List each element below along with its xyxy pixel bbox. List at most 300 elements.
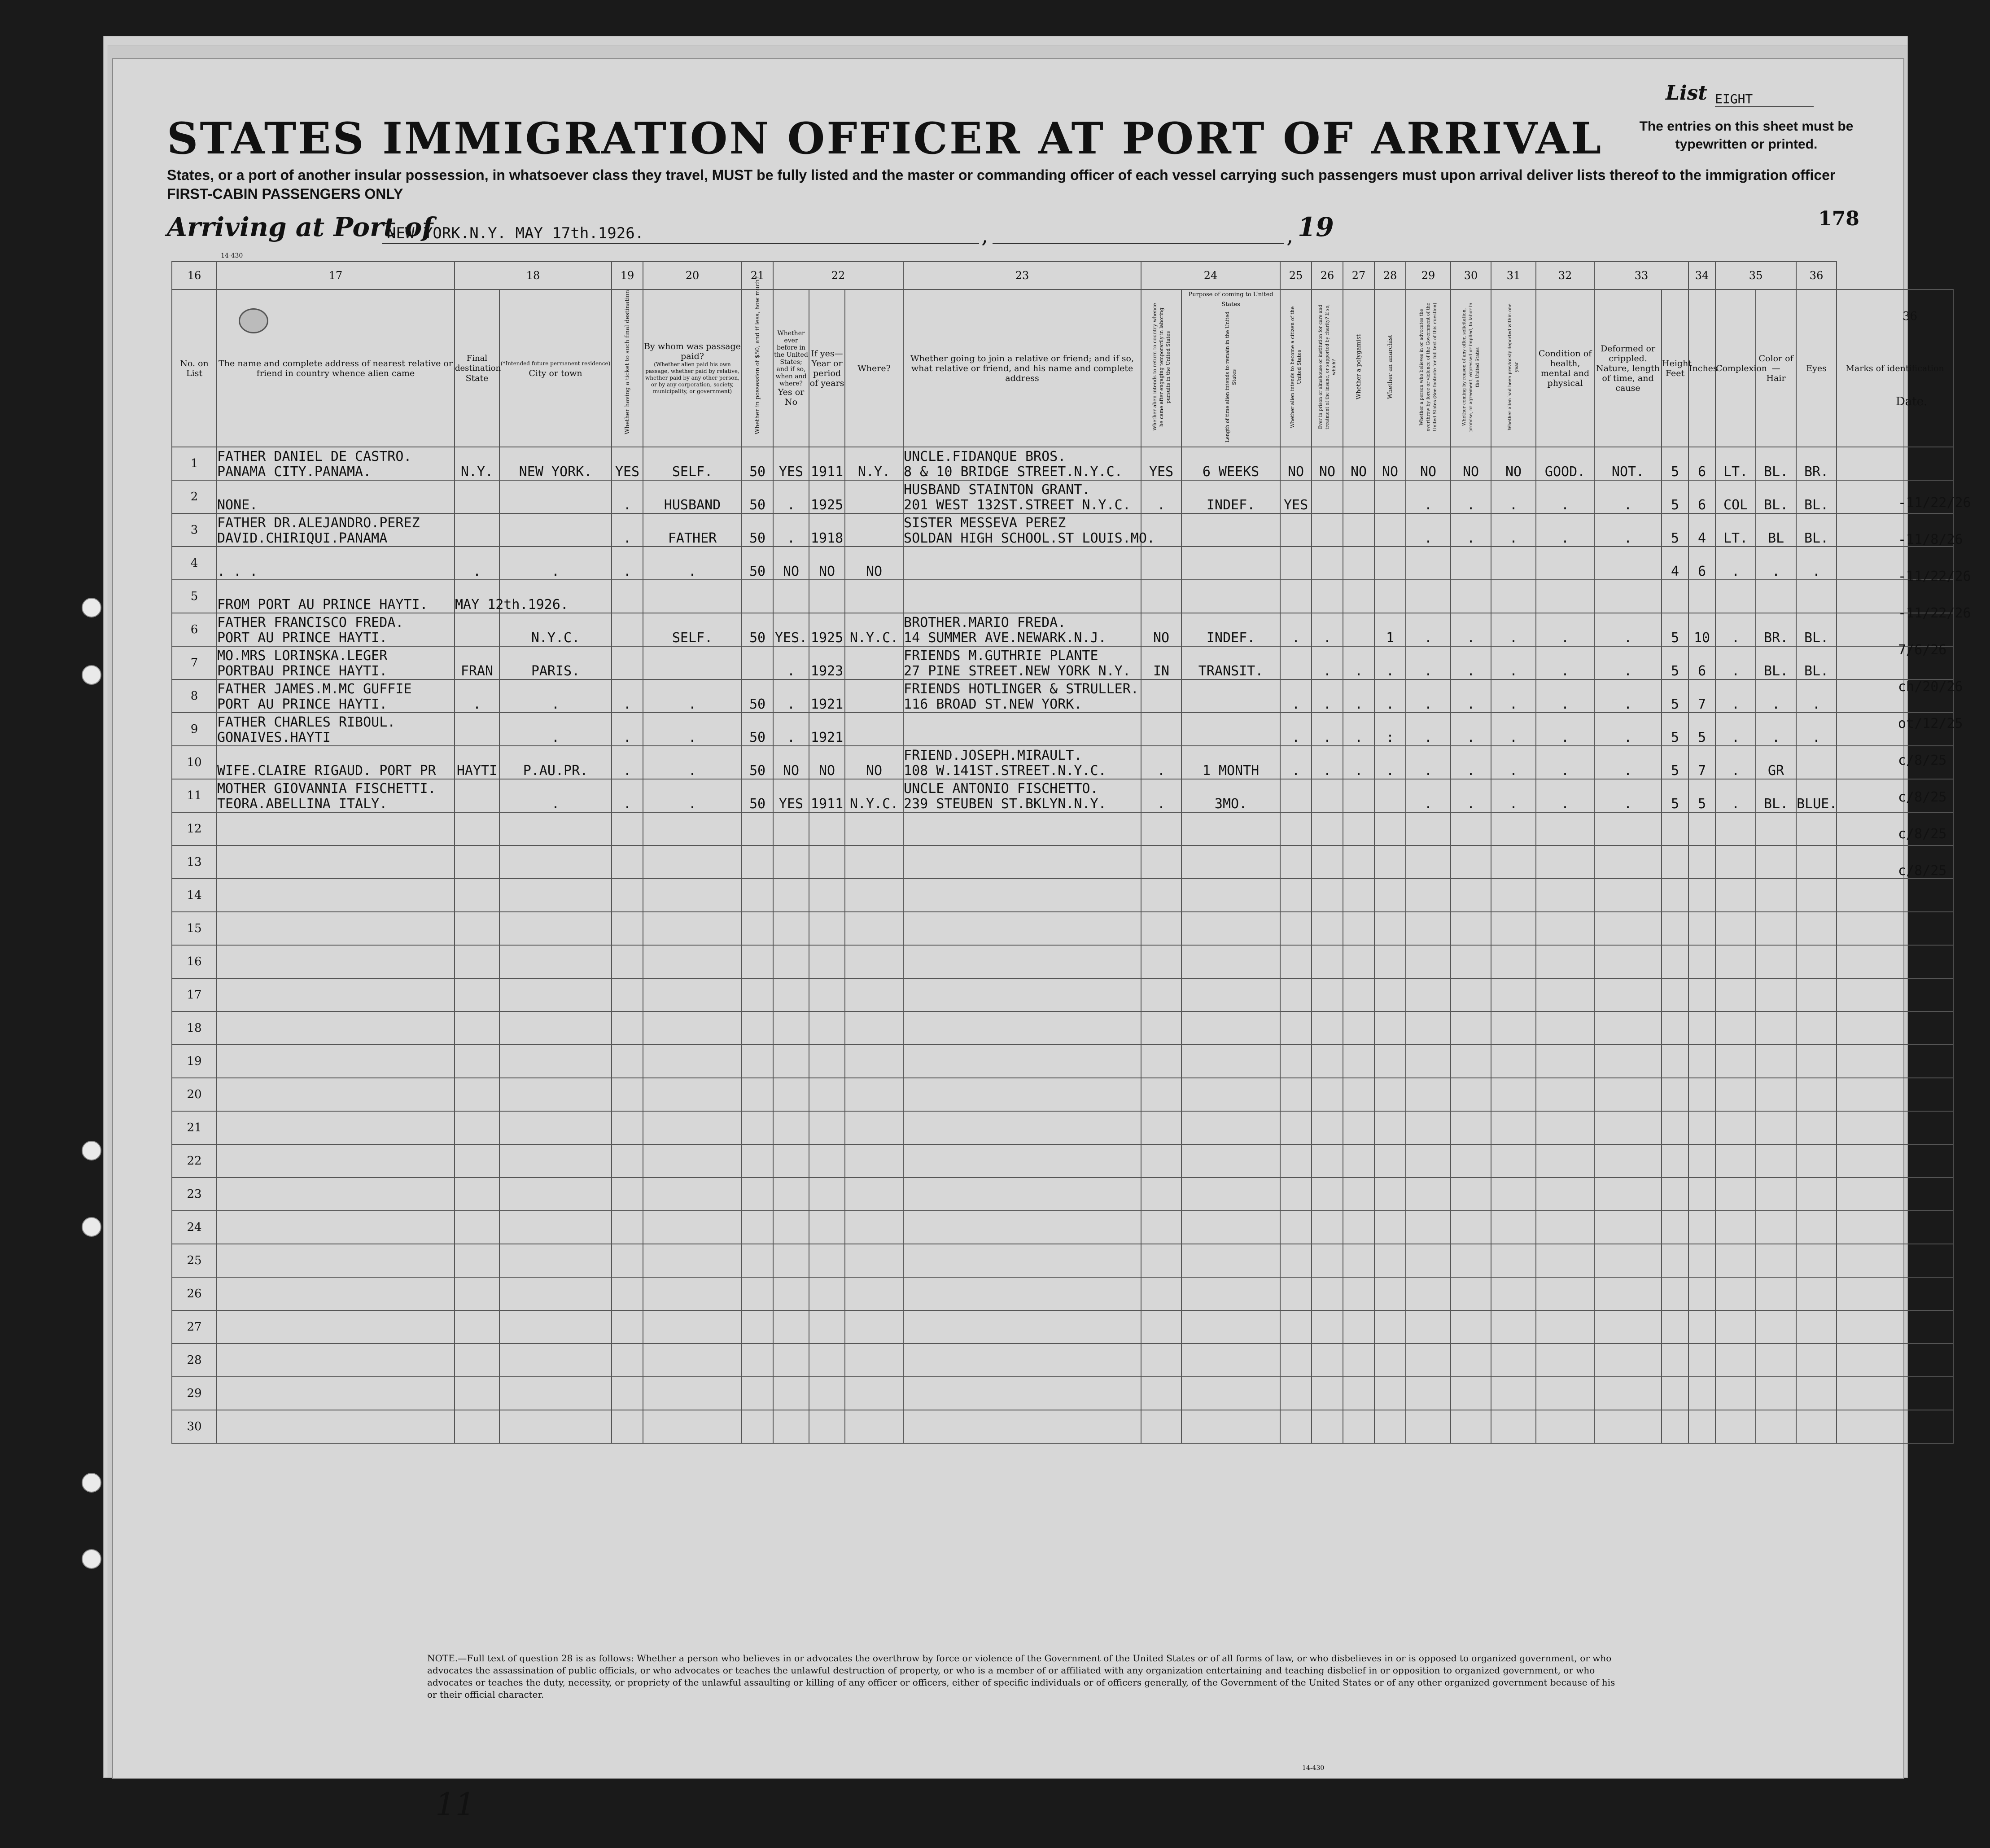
cell-line: 27 PINE STREET.NEW YORK N.Y. (904, 663, 1131, 679)
empty-cell (1594, 1344, 1662, 1377)
empty-cell (612, 1211, 643, 1244)
empty-cell (612, 879, 643, 912)
table-row (172, 580, 1953, 613)
empty-cell (773, 1111, 809, 1144)
header-passage-text: By whom was passage paid? (644, 342, 741, 361)
cell-prison (1312, 580, 1343, 613)
empty-cell (455, 1078, 499, 1111)
cell-city: . (499, 713, 612, 746)
empty-cell (612, 1111, 643, 1144)
cell-anar: . (1374, 746, 1406, 779)
cell-cit (1280, 779, 1312, 812)
empty-cell (742, 1111, 773, 1144)
cell-p2 (1181, 679, 1280, 713)
empty-cell (1406, 1277, 1451, 1310)
empty-cell (1662, 1344, 1688, 1377)
header-if-yes: If yes— (811, 348, 843, 359)
empty-cell (845, 945, 903, 978)
col-number: 32 (1536, 262, 1594, 289)
cell-p2: 3MO. (1181, 779, 1280, 812)
empty-cell (1374, 1310, 1406, 1344)
empty-cell (1756, 1310, 1796, 1344)
cell-money (742, 646, 773, 679)
empty-cell (1756, 1045, 1796, 1078)
cell-state (455, 513, 499, 547)
header-final-destination: Final destination (455, 353, 501, 373)
header-no-on-list: No. on List (172, 289, 217, 447)
cell-poly (1343, 613, 1374, 646)
cell-ticket: YES (612, 447, 643, 480)
empty-cell (903, 945, 1141, 978)
header-purpose: Purpose of coming to United States (1188, 291, 1273, 308)
empty-cell (742, 845, 773, 879)
cabin-class: FIRST-CABIN PASSENGERS ONLY (167, 186, 403, 202)
empty-cell (1491, 1012, 1536, 1045)
empty-cell (903, 1111, 1141, 1144)
row-number: 27 (172, 1310, 217, 1344)
empty-cell (903, 1045, 1141, 1078)
empty-cell (612, 1012, 643, 1045)
empty-cell (643, 1144, 742, 1178)
cell-join (903, 547, 1141, 580)
cell-anar: . (1374, 679, 1406, 713)
empty-cell (1181, 1377, 1280, 1410)
empty-cell (1756, 945, 1796, 978)
empty-cell (1594, 1211, 1662, 1244)
empty-cell (903, 1178, 1141, 1211)
empty-cell (845, 1078, 903, 1111)
empty-cell (499, 1211, 612, 1244)
cell-hair: BL. (1756, 447, 1796, 480)
empty-cell (612, 1144, 643, 1178)
empty-cell (499, 1144, 612, 1178)
cell-in: 4 (1688, 513, 1715, 547)
empty-cell (1715, 1377, 1756, 1410)
empty-cell (643, 1045, 742, 1078)
row-number: 14 (172, 879, 217, 912)
cell-yn: . (773, 513, 809, 547)
cell-p1: NO (1141, 613, 1181, 646)
side-date: -11/8/26 (1898, 532, 1963, 547)
row-number: 2 (172, 480, 217, 513)
row-number: 17 (172, 978, 217, 1012)
empty-cell (499, 1178, 612, 1211)
empty-cell (1594, 1410, 1662, 1443)
cell-p1 (1141, 580, 1181, 613)
cell-line: WIFE.CLAIRE RIGAUD. PORT PR (217, 763, 436, 779)
row-number: 26 (172, 1277, 217, 1310)
empty-cell (1406, 1244, 1451, 1277)
cell-p1 (1141, 679, 1181, 713)
cell-yn: YES. (773, 613, 809, 646)
header-joining: Whether going to join a relative or friend; and if so, what relative or friend, and his name and complete address (903, 289, 1141, 447)
empty-cell (1756, 1111, 1796, 1144)
table-row (172, 746, 1953, 779)
empty-cell (1536, 845, 1594, 879)
empty-cell (1837, 1244, 1953, 1277)
empty-cell (1688, 1144, 1715, 1178)
cell-rel (217, 547, 455, 580)
empty-cell (1181, 1211, 1280, 1244)
cell-c29: . (1451, 513, 1491, 547)
empty-cell (1280, 845, 1312, 879)
cell-city: N.Y.C. (499, 613, 612, 646)
empty-cell (1491, 1344, 1536, 1377)
empty-cell (1837, 1377, 1953, 1410)
cell-state (455, 480, 499, 513)
empty-cell (1181, 912, 1280, 945)
empty-cell (1837, 912, 1953, 945)
passenger-rows (172, 447, 1953, 812)
header-purpose-a-text: Whether alien intends to return to country whence he came after engaging temporarily in laboring pursuits in the United States (1151, 303, 1171, 431)
empty-cell (1343, 1178, 1374, 1211)
cell-c29: . (1451, 646, 1491, 679)
side-date: -11/22/26 (1898, 495, 1971, 511)
col-number: 29 (1406, 262, 1451, 289)
cell-deformed: . (1594, 513, 1662, 547)
cell-comp: LT. (1715, 513, 1756, 547)
col-number: 35 (1715, 262, 1796, 289)
cell-c28 (1406, 580, 1451, 613)
empty-cell (1796, 1277, 1837, 1310)
empty-cell (1280, 1178, 1312, 1211)
cell-line: FRIENDS HOTLINGER & STRULLER. (904, 681, 1139, 697)
empty-cell (809, 1078, 845, 1111)
empty-cell (1756, 1277, 1796, 1310)
empty-cell (499, 1344, 612, 1377)
empty-cell (1536, 812, 1594, 845)
header-c29 (1451, 289, 1491, 447)
cell-line: . . . (217, 564, 258, 579)
cell-p2: TRANSIT. (1181, 646, 1280, 679)
empty-cell (1451, 1377, 1491, 1410)
empty-cell (643, 978, 742, 1012)
col-number: 26 (1312, 262, 1343, 289)
empty-cell (612, 1310, 643, 1344)
empty-cell (1491, 1244, 1536, 1277)
cell-p2 (1181, 713, 1280, 746)
empty-cell (1280, 945, 1312, 978)
cell-ft: 5 (1662, 447, 1688, 480)
table-row-empty (172, 812, 1953, 845)
empty-cell (1715, 912, 1756, 945)
table-row (172, 713, 1953, 746)
empty-cell (1181, 978, 1280, 1012)
empty-cell (845, 912, 903, 945)
empty-cell (499, 1111, 612, 1144)
empty-cell (1491, 879, 1536, 912)
empty-cell (455, 1244, 499, 1277)
empty-cell (1688, 1178, 1715, 1211)
empty-cell (1491, 1410, 1536, 1443)
cell-deformed: NOT. (1594, 447, 1662, 480)
cell-health: . (1536, 613, 1594, 646)
empty-cell (809, 1344, 845, 1377)
empty-cell (845, 1012, 903, 1045)
empty-cell (612, 1244, 643, 1277)
empty-cell (499, 1410, 612, 1443)
empty-cell (1536, 1377, 1594, 1410)
empty-cell (1141, 1045, 1181, 1078)
cell-line: PORTBAU PRINCE HAYTI. (217, 663, 388, 679)
empty-cell (773, 1310, 809, 1344)
empty-cell (1756, 1012, 1796, 1045)
empty-cell (1796, 1178, 1837, 1211)
empty-cell (1491, 1045, 1536, 1078)
cell-c30: . (1491, 746, 1536, 779)
empty-cell (1594, 1310, 1662, 1344)
empty-cell (1491, 1144, 1536, 1178)
empty-cell (809, 1178, 845, 1211)
empty-cell (742, 1377, 773, 1410)
cell-ft: 5 (1662, 613, 1688, 646)
empty-cell (1451, 845, 1491, 879)
empty-rows (172, 812, 1953, 1443)
empty-cell (809, 845, 845, 879)
empty-cell (742, 1045, 773, 1078)
header-c28 (1406, 289, 1451, 447)
empty-cell (217, 1178, 455, 1211)
cell-p1 (1141, 547, 1181, 580)
cell-ticket (612, 580, 643, 613)
table-row-empty (172, 1310, 1953, 1344)
header-color-of: Color of— (1758, 353, 1793, 373)
header-ticket (612, 289, 643, 447)
cell-prison (1312, 779, 1343, 812)
cell-poly (1343, 580, 1374, 613)
cell-where (845, 713, 903, 746)
cell-where (845, 646, 903, 679)
empty-cell (1374, 1410, 1406, 1443)
cell-c29: . (1451, 779, 1491, 812)
empty-cell (455, 1310, 499, 1344)
empty-cell (1406, 1144, 1451, 1178)
empty-cell (217, 812, 455, 845)
empty-cell (845, 845, 903, 879)
cell-comp: . (1715, 746, 1756, 779)
cell-line: HUSBAND STAINTON GRANT. (904, 482, 1090, 498)
empty-cell (1312, 1012, 1343, 1045)
empty-cell (1715, 812, 1756, 845)
empty-cell (1688, 978, 1715, 1012)
table-row (172, 679, 1953, 713)
cell-deformed: . (1594, 679, 1662, 713)
empty-cell (1406, 1344, 1451, 1377)
header-state-label: State (465, 373, 489, 383)
cell-line: PORT AU PRINCE HAYTI. (217, 696, 388, 712)
empty-cell (773, 945, 809, 978)
empty-cell (742, 1310, 773, 1344)
empty-cell (1343, 845, 1374, 879)
empty-cell (845, 1277, 903, 1310)
cell-paid: SELF. (643, 613, 742, 646)
cell-where: N.Y. (845, 447, 903, 480)
col-number: 28 (1374, 262, 1406, 289)
cell-poly (1343, 480, 1374, 513)
cell-ticket: . (612, 713, 643, 746)
cell-deformed: . (1594, 746, 1662, 779)
empty-cell (455, 1012, 499, 1045)
side-date: 7/6/26 (1898, 642, 1947, 658)
empty-cell (903, 1211, 1141, 1244)
empty-cell (809, 912, 845, 945)
cell-ticket: . (612, 513, 643, 547)
table-row (172, 547, 1953, 580)
empty-cell (1491, 1211, 1536, 1244)
empty-cell (1181, 1310, 1280, 1344)
empty-cell (499, 1012, 612, 1045)
empty-cell (1451, 945, 1491, 978)
empty-cell (1536, 879, 1594, 912)
empty-cell (217, 1244, 455, 1277)
empty-cell (643, 1211, 742, 1244)
cell-c28: . (1406, 646, 1451, 679)
empty-cell (742, 1012, 773, 1045)
cell-yr: 1925 (809, 613, 845, 646)
empty-cell (1141, 912, 1181, 945)
cell-c30: . (1491, 613, 1536, 646)
cell-yn: . (773, 679, 809, 713)
cell-marks (1837, 447, 1953, 480)
empty-cell (1374, 1144, 1406, 1178)
empty-cell (1662, 879, 1688, 912)
empty-cell (1280, 1244, 1312, 1277)
cell-deformed: . (1594, 779, 1662, 812)
arriving-label: Arriving at Port of (167, 212, 433, 242)
cell-yr: 1918 (809, 513, 845, 547)
empty-cell (809, 1012, 845, 1045)
cell-c30: . (1491, 513, 1536, 547)
empty-cell (845, 1310, 903, 1344)
cell-line: FRIENDS M.GUTHRIE PLANTE (904, 648, 1098, 664)
table-row-empty (172, 879, 1953, 912)
empty-cell (1662, 1111, 1688, 1144)
empty-cell (1662, 912, 1688, 945)
side-date: c/8/25 (1898, 863, 1947, 879)
cell-poly: . (1343, 746, 1374, 779)
header-passage-note: (Whether alien paid his own passage, whether paid by relative, whether paid by any other person, or by any corporation, society, municipality, or government) (645, 361, 740, 394)
empty-cell (612, 812, 643, 845)
empty-cell (643, 845, 742, 879)
empty-cell (742, 978, 773, 1012)
cell-yr: 1923 (809, 646, 845, 679)
empty-cell (1837, 1410, 1953, 1443)
cell-where: N.Y.C. (845, 613, 903, 646)
empty-cell (217, 1111, 455, 1144)
empty-cell (1688, 1244, 1715, 1277)
empty-cell (1796, 1012, 1837, 1045)
row-number: 11 (172, 779, 217, 812)
cell-yr: NO (809, 746, 845, 779)
empty-cell (1688, 1211, 1715, 1244)
col-number: 21 (742, 262, 773, 289)
header-money (742, 276, 773, 447)
empty-cell (809, 1211, 845, 1244)
empty-cell (1181, 1277, 1280, 1310)
empty-cell (1451, 1078, 1491, 1111)
empty-cell (1141, 1410, 1181, 1443)
empty-cell (1662, 812, 1688, 845)
empty-cell (643, 945, 742, 978)
empty-cell (1837, 1277, 1953, 1310)
empty-cell (1491, 1178, 1536, 1211)
table-row-empty (172, 1012, 1953, 1045)
cell-state: MAY 12th.1926. (455, 580, 499, 613)
row-number: 25 (172, 1244, 217, 1277)
empty-cell (1343, 945, 1374, 978)
empty-cell (903, 1344, 1141, 1377)
empty-cell (612, 1045, 643, 1078)
cell-prison (1312, 480, 1343, 513)
empty-cell (612, 1344, 643, 1377)
header-yes-no (773, 289, 809, 447)
empty-cell (499, 812, 612, 845)
cell-yn: NO (773, 547, 809, 580)
side-date: c/8/25 (1898, 753, 1947, 768)
empty-cell (1662, 1012, 1688, 1045)
header-eyes: Eyes (1796, 289, 1837, 447)
cell-health: GOOD. (1536, 447, 1594, 480)
empty-cell (1374, 912, 1406, 945)
empty-cell (1141, 845, 1181, 879)
empty-cell (612, 945, 643, 978)
empty-cell (643, 1377, 742, 1410)
empty-cell (1312, 845, 1343, 879)
empty-cell (455, 1178, 499, 1211)
empty-cell (643, 1111, 742, 1144)
list-label: List (1666, 82, 1707, 105)
cell-c29: . (1451, 480, 1491, 513)
empty-cell (1688, 1344, 1715, 1377)
col-number: 27 (1343, 262, 1374, 289)
cell-p1: . (1141, 480, 1181, 513)
empty-cell (217, 879, 455, 912)
cell-hair: GR (1756, 746, 1796, 779)
empty-cell (612, 1277, 643, 1310)
cell-in: 10 (1688, 613, 1715, 646)
cell-paid: HUSBAND (643, 480, 742, 513)
cell-health: . (1536, 679, 1594, 713)
cell-cit: . (1280, 679, 1312, 713)
empty-cell (499, 1277, 612, 1310)
empty-cell (845, 1045, 903, 1078)
cell-c30: . (1491, 646, 1536, 679)
port-value: NEW YORK.N.Y. MAY 17th.1926. (387, 224, 644, 242)
cell-hair: BL. (1756, 646, 1796, 679)
empty-cell (217, 1078, 455, 1111)
cell-yr: NO (809, 547, 845, 580)
table-row (172, 480, 1953, 513)
cell-ticket: . (612, 547, 643, 580)
empty-cell (1280, 912, 1312, 945)
empty-cell (1536, 1111, 1594, 1144)
side-column-number: 36 (1903, 310, 1918, 323)
cell-eyes: . (1796, 713, 1837, 746)
empty-cell (1451, 1144, 1491, 1178)
empty-cell (1536, 1277, 1594, 1310)
empty-cell (1312, 1244, 1343, 1277)
cell-c30: . (1491, 779, 1536, 812)
header-height: Height (1662, 358, 1692, 368)
empty-cell (1312, 1078, 1343, 1111)
cell-state (455, 613, 499, 646)
empty-cell (845, 978, 903, 1012)
cell-health: . (1536, 779, 1594, 812)
empty-cell (773, 1344, 809, 1377)
empty-cell (1141, 1377, 1181, 1410)
cell-city: . (499, 679, 612, 713)
cell-eyes (1796, 746, 1837, 779)
